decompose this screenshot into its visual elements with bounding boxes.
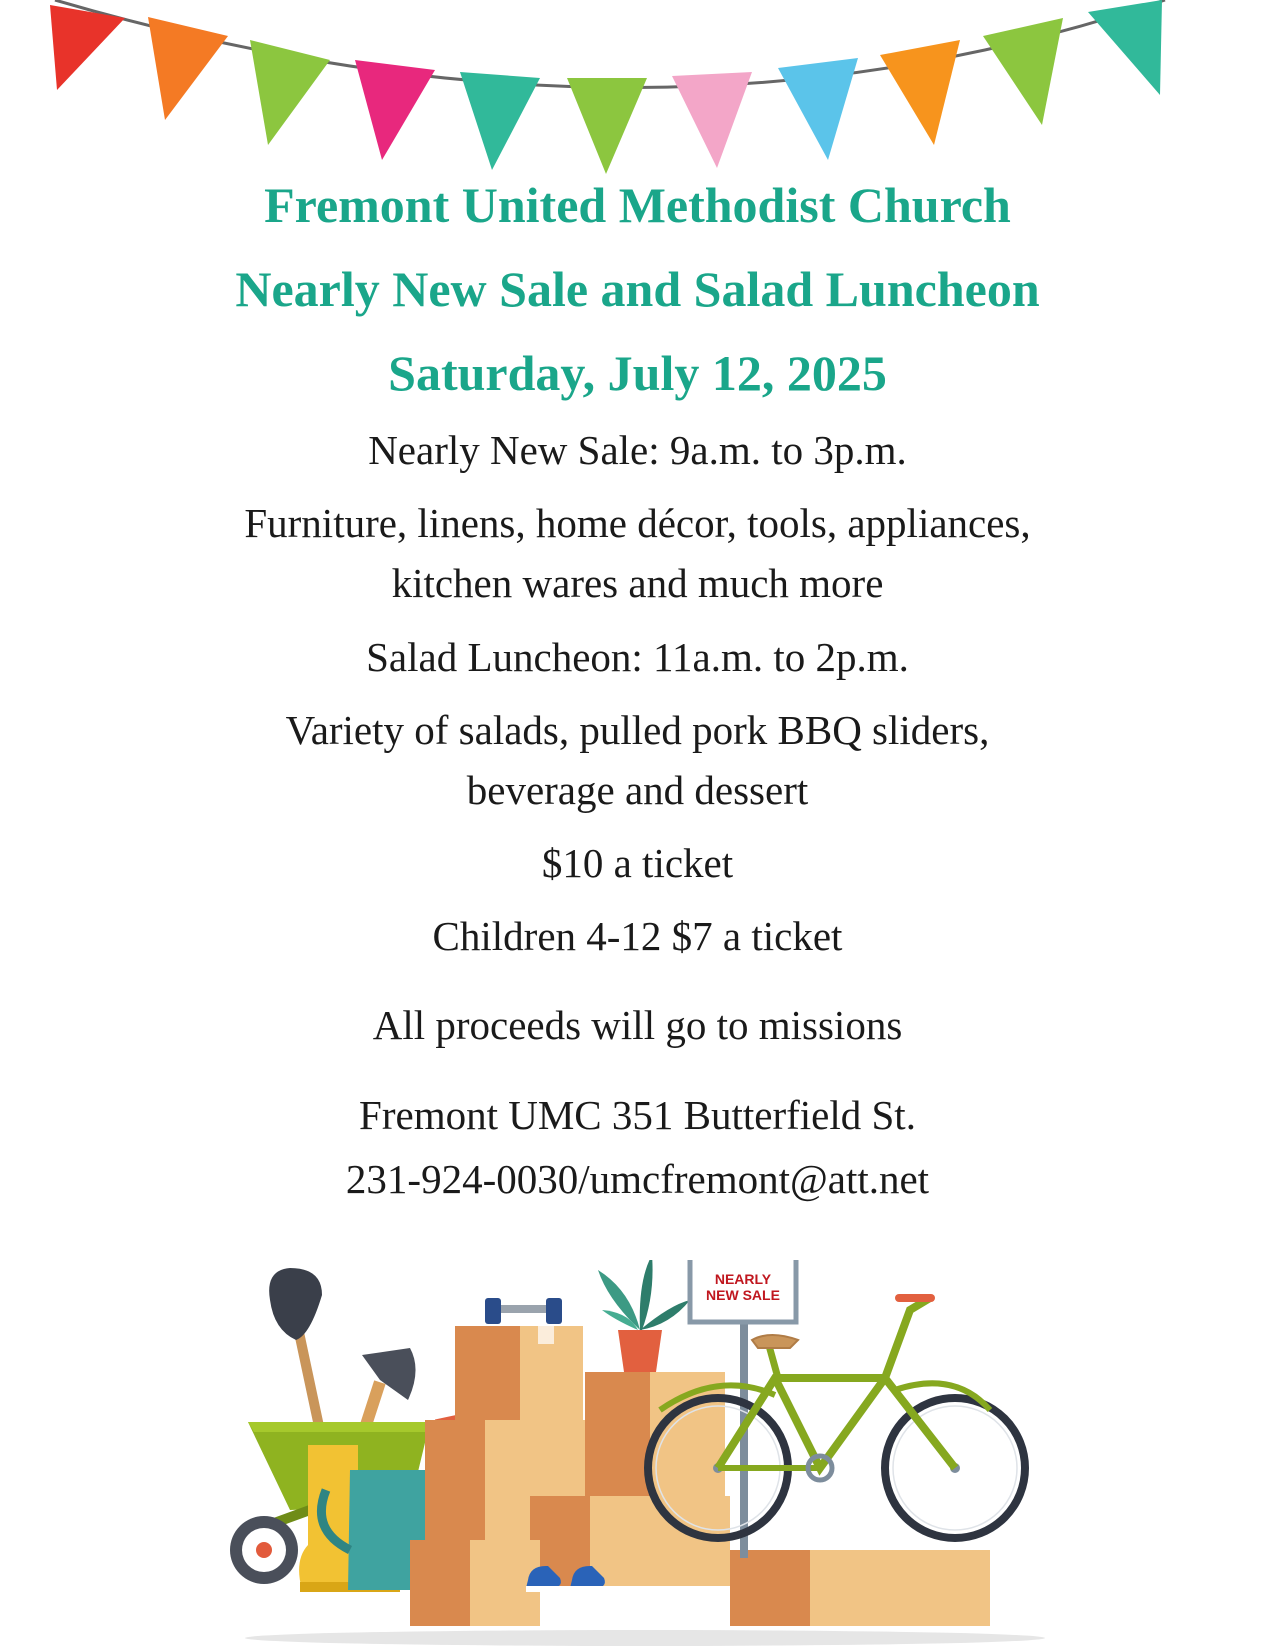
flag bbox=[355, 60, 435, 160]
flag bbox=[880, 40, 960, 145]
garage-sale-illustration bbox=[230, 1260, 1060, 1650]
event-title: Nearly New Sale and Salad Luncheon bbox=[235, 261, 1040, 317]
boxes-icon bbox=[410, 1326, 990, 1626]
event-date: Saturday, July 12, 2025 bbox=[388, 345, 887, 401]
flag bbox=[250, 40, 330, 145]
flag bbox=[672, 72, 752, 168]
sign-text-line2: NEW SALE bbox=[706, 1287, 780, 1303]
child-price: Children 4-12 $7 a ticket bbox=[432, 913, 843, 959]
shovel-icon bbox=[269, 1268, 324, 1430]
sale-items-line2: kitchen wares and much more bbox=[391, 560, 884, 606]
potted-plant-icon bbox=[598, 1260, 690, 1372]
luncheon-menu-line1: Variety of salads, pulled pork BBQ sliders, bbox=[285, 707, 990, 753]
flag bbox=[50, 5, 125, 90]
flag bbox=[778, 58, 858, 160]
address: Fremont UMC 351 Butterfield St. bbox=[359, 1092, 916, 1138]
luncheon-hours: Salad Luncheon: 11a.m. to 2p.m. bbox=[366, 634, 909, 680]
flag bbox=[983, 18, 1063, 125]
luncheon-menu-line2: beverage and dessert bbox=[466, 767, 809, 813]
flag bbox=[148, 17, 228, 120]
bunting-banner bbox=[0, 0, 1275, 190]
sign-text-line1: NEARLY bbox=[714, 1271, 772, 1287]
flag bbox=[460, 72, 540, 170]
dumbbell-icon bbox=[485, 1298, 562, 1324]
proceeds-note: All proceeds will go to missions bbox=[372, 1002, 903, 1048]
phone-email: 231-924-0030/umcfremont@att.net bbox=[345, 1156, 930, 1202]
church-name: Fremont United Methodist Church bbox=[264, 177, 1011, 233]
sale-hours: Nearly New Sale: 9a.m. to 3p.m. bbox=[368, 427, 907, 473]
adult-price: $10 a ticket bbox=[541, 840, 734, 886]
flag bbox=[1088, 0, 1162, 95]
flag bbox=[567, 78, 647, 174]
sale-items-line1: Furniture, linens, home décor, tools, appliances, bbox=[244, 500, 1031, 546]
